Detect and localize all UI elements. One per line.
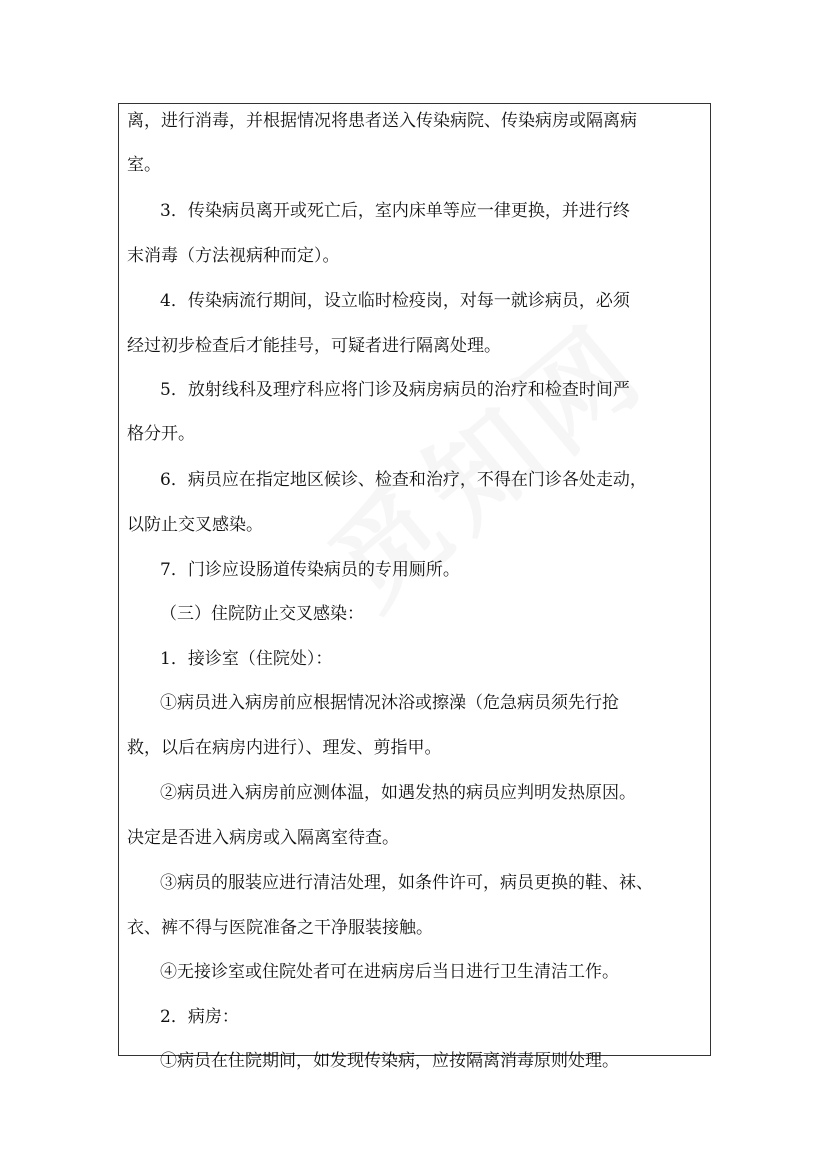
text-line: 6．病员应在指定地区候诊、检查和治疗，不得在门诊各处走动， xyxy=(160,470,647,490)
text-line: 5．放射线科及理疗科应将门诊及病房病员的治疗和检查时间严 xyxy=(160,380,630,400)
text-line: 1．接诊室（住院处）： xyxy=(160,649,333,669)
text-line: 2．病房： xyxy=(160,1007,239,1027)
text-line: （三）住院防止交叉感染： xyxy=(160,604,364,624)
text-line: 室。 xyxy=(127,155,161,175)
text-line: 4．传染病流行期间，设立临时检疫岗，对每一就诊病员，必须 xyxy=(160,291,630,311)
text-line: ①病员在住院期间，如发现传染病，应按隔离消毒原则处理。 xyxy=(160,1051,619,1071)
text-line: 经过初步检查后才能挂号，可疑者进行隔离处理。 xyxy=(127,336,501,356)
text-line: 3．传染病员离开或死亡后，室内床单等应一律更换，并进行终 xyxy=(160,201,630,221)
text-line: 格分开。 xyxy=(127,424,195,444)
text-line: 救，以后在病房内进行）、理发、剪指甲。 xyxy=(127,738,442,758)
text-line: 末消毒（方法视病种而定）。 xyxy=(127,246,340,266)
text-line: 衣、裤不得与医院准备之干净服装接触。 xyxy=(127,918,433,938)
text-line: ③病员的服装应进行清洁处理，如条件许可，病员更换的鞋、袜、 xyxy=(160,873,653,893)
text-line: 离，进行消毒，并根据情况将患者送入传染病院、传染病房或隔离病 xyxy=(127,111,637,131)
text-line: 决定是否进入病房或入隔离室待查。 xyxy=(127,828,399,848)
text-line: ④无接诊室或住院处者可在进病房后当日进行卫生清洁工作。 xyxy=(160,962,619,982)
text-line: ①病员进入病房前应根据情况沐浴或擦澡（危急病员须先行抢 xyxy=(160,693,619,713)
text-line: ②病员进入病房前应测体温，如遇发热的病员应判明发热原因。 xyxy=(160,783,636,803)
text-line: 以防止交叉感染。 xyxy=(127,515,263,535)
text-line: 7．门诊应设肠道传染病员的专用厕所。 xyxy=(160,560,460,580)
